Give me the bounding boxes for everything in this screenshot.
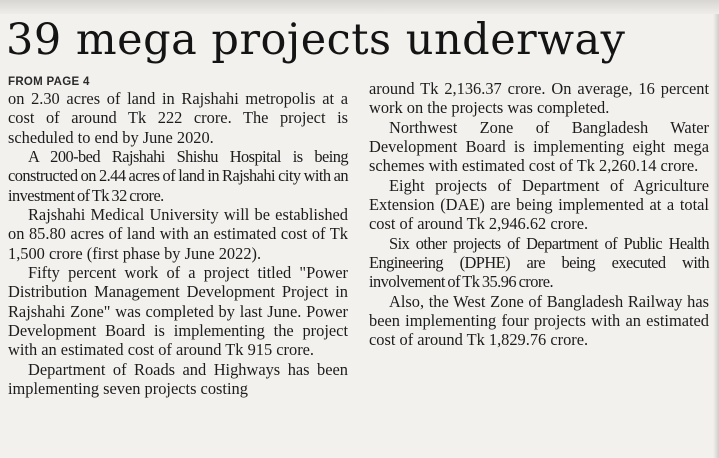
paragraph: Fifty percent work of a project titled "Power Distribution Management Development Project in Rajshahi Zone" was completed by last June. Power Development Board is implementing the project with an estimated cost of around Tk 915 crore. <box>8 263 348 360</box>
page-top-edge <box>0 0 719 14</box>
article-column-right <box>369 79 709 350</box>
paragraph: Department of Roads and Highways has been implementing seven projects costing <box>8 359 348 399</box>
article-column-left <box>8 75 348 399</box>
paragraph: on 2.30 acres of land in Rajshahi metropolis at a cost of around Tk 222 crore. The project is scheduled to end by June 2020. <box>8 89 348 147</box>
continued-from-label: FROM PAGE 4 <box>8 76 90 88</box>
paragraph: Six other projects of Department of Public Health Engineering (DPHE) are being executed with involvement of Tk 35.96 crore. <box>369 233 709 292</box>
paragraph: around Tk 2,136.37 crore. On average, 16 percent work on the projects was completed. <box>369 79 709 118</box>
paragraph: A 200-bed Rajshahi Shishu Hospital is being constructed on 2.44 acres of land in Rajshahi city with an investment of Tk 32 crore. <box>8 147 348 205</box>
paragraph: Eight projects of Department of Agriculture Extension (DAE) are being implemented at a total cost of around Tk 2,946.62 crore. <box>369 175 709 234</box>
headline: 39 mega projects underway <box>6 15 626 65</box>
paragraph: Also, the West Zone of Bangladesh Railway has been implementing four projects with an estimated cost of around Tk 1,829.76 crore. <box>369 291 709 350</box>
paragraph: Northwest Zone of Bangladesh Water Development Board is implementing eight mega schemes with estimated cost of Tk 2,260.14 crore. <box>369 117 709 176</box>
page-right-edge <box>713 14 719 458</box>
paragraph: Rajshahi Medical University will be established on 85.80 acres of land with an estimated cost of Tk 1,500 crore (first phase by June 2022). <box>8 205 348 263</box>
